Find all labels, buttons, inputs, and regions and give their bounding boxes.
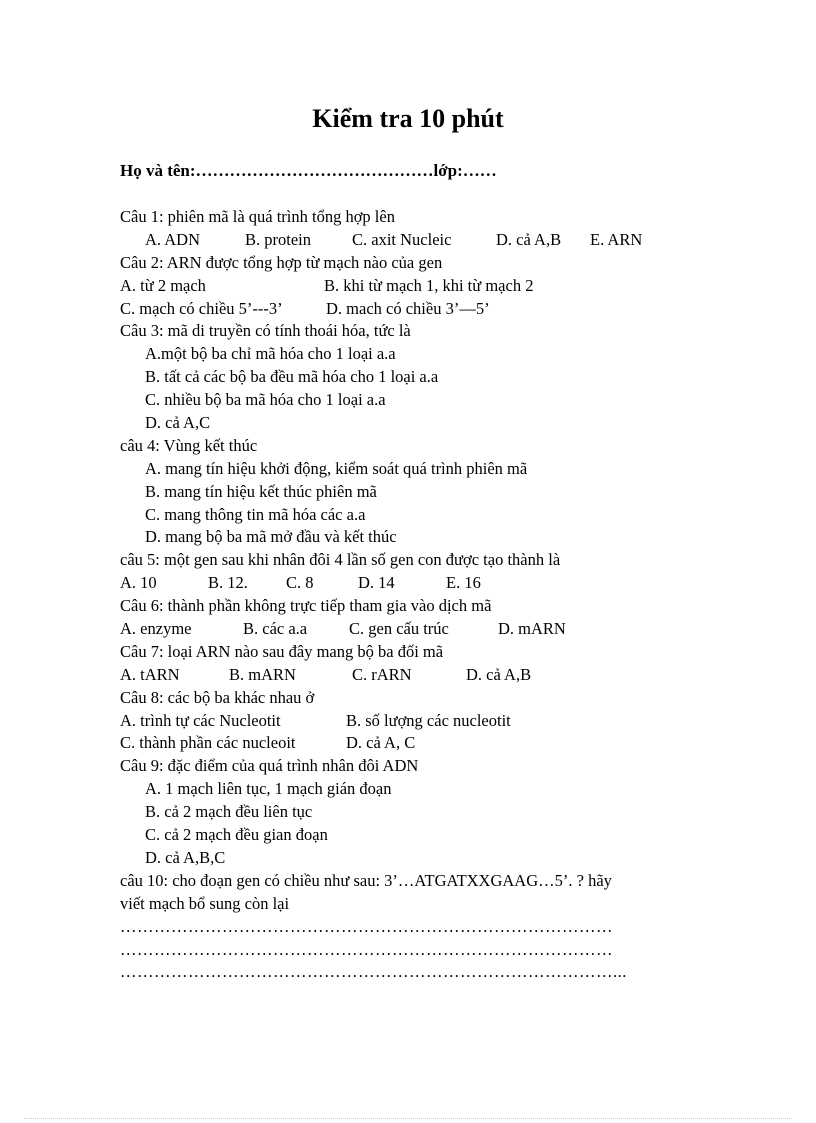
option: D. 14 bbox=[358, 573, 395, 593]
question-2-stem: Câu 2: ARN được tổng hợp từ mạch nào của gen bbox=[120, 252, 443, 272]
question-9-option-a: A. 1 mạch liên tục, 1 mạch gián đoạn bbox=[145, 779, 392, 799]
question-6-stem: Câu 6: thành phần không trực tiếp tham gia vào dịch mã bbox=[120, 596, 492, 616]
page-title: Kiểm tra 10 phút bbox=[312, 104, 504, 133]
question-list bbox=[120, 206, 720, 984]
option: D. cả A,B bbox=[466, 664, 532, 684]
question-4-option-c: C. mang thông tin mã hóa các a.a bbox=[145, 504, 366, 524]
question-2-options-row1 bbox=[120, 275, 720, 298]
answer-line: …………………………………………………………………………… bbox=[120, 916, 613, 936]
option: A. trình tự các Nucleotit bbox=[120, 710, 281, 730]
option: C. 8 bbox=[286, 573, 314, 593]
question-8-options-row2 bbox=[120, 732, 720, 755]
option: D. cả A, C bbox=[346, 733, 416, 753]
option: E. 16 bbox=[446, 573, 481, 593]
option: A. enzyme bbox=[120, 619, 192, 639]
option: B. các a.a bbox=[243, 619, 308, 639]
question-3-option-a: A.một bộ ba chỉ mã hóa cho 1 loại a.a bbox=[145, 344, 396, 364]
question-4-option-d: D. mang bộ ba mã mở đầu và kết thúc bbox=[145, 527, 397, 547]
question-6-options bbox=[120, 618, 720, 641]
question-8-options-row1 bbox=[120, 710, 720, 733]
question-1-stem: Câu 1: phiên mã là quá trình tổng hợp lên bbox=[120, 207, 395, 226]
option: B. khi từ mạch 1, khi từ mạch 2 bbox=[324, 275, 534, 295]
option: C. rARN bbox=[352, 664, 412, 684]
question-3-option-c: C. nhiều bộ ba mã hóa cho 1 loại a.a bbox=[145, 390, 386, 410]
question-3-stem: Câu 3: mã di truyền có tính thoái hóa, tức là bbox=[120, 321, 411, 341]
question-9-option-d: D. cả A,B,C bbox=[145, 847, 226, 867]
option: A. ADN bbox=[145, 229, 201, 249]
question-9-stem: Câu 9: đặc điểm của quá trình nhân đôi ADN bbox=[120, 756, 419, 776]
option: B. protein bbox=[245, 229, 311, 249]
question-2-options-row2 bbox=[120, 298, 720, 321]
question-7-stem: Câu 7: loại ARN nào sau đây mang bộ ba đối mã bbox=[120, 641, 444, 661]
option: D. mach có chiều 3’—5’ bbox=[326, 298, 490, 318]
question-10-stem-line1: câu 10: cho đoạn gen có chiều như sau: 3’…ATGATXXGAAG…5’. ? hãy bbox=[120, 870, 612, 890]
option: C. gen cấu trúc bbox=[349, 619, 449, 639]
option: C. thành phần các nucleoit bbox=[120, 733, 296, 753]
question-1-options bbox=[120, 229, 720, 252]
question-4-stem: câu 4: Vùng kết thúc bbox=[120, 435, 258, 455]
option: E. ARN bbox=[590, 229, 643, 249]
question-9-option-b: B. cả 2 mạch đều liên tục bbox=[145, 802, 313, 822]
option: B. 12. bbox=[208, 573, 248, 593]
page-bottom-border bbox=[24, 1118, 792, 1119]
question-9-option-c: C. cả 2 mạch đều gian đoạn bbox=[145, 825, 328, 845]
option: D. cả A,B bbox=[496, 229, 562, 249]
answer-line: ……………………………………………………………………………... bbox=[120, 962, 627, 982]
question-3-option-b: B. tất cả các bộ ba đều mã hóa cho 1 loại a.a bbox=[145, 367, 439, 387]
question-10-stem-line2: viết mạch bổ sung còn lại bbox=[120, 893, 290, 913]
question-5-options bbox=[120, 572, 720, 595]
option: A. từ 2 mạch bbox=[120, 275, 206, 295]
option: D. mARN bbox=[498, 619, 566, 639]
option: A. 10 bbox=[120, 573, 157, 593]
option: B. mARN bbox=[229, 664, 296, 684]
question-4-option-b: B. mang tín hiệu kết thúc phiên mã bbox=[145, 481, 377, 501]
question-4-option-a: A. mang tín hiệu khởi động, kiểm soát quá trình phiên mã bbox=[145, 458, 528, 478]
answer-line: …………………………………………………………………………… bbox=[120, 939, 613, 959]
name-class-line: Họ và tên:……………………………………lớp:…… bbox=[120, 161, 497, 180]
option: C. mạch có chiều 5’---3’ bbox=[120, 298, 283, 318]
option: C. axit Nucleic bbox=[352, 229, 452, 249]
option: B. số lượng các nucleotit bbox=[346, 710, 511, 730]
question-5-stem: câu 5: một gen sau khi nhân đôi 4 lần số gen con được tạo thành là bbox=[120, 550, 561, 570]
question-8-stem: Câu 8: các bộ ba khác nhau ở bbox=[120, 687, 315, 707]
question-7-options bbox=[120, 664, 720, 687]
question-3-option-d: D. cả A,C bbox=[145, 413, 211, 433]
option: A. tARN bbox=[120, 664, 180, 684]
